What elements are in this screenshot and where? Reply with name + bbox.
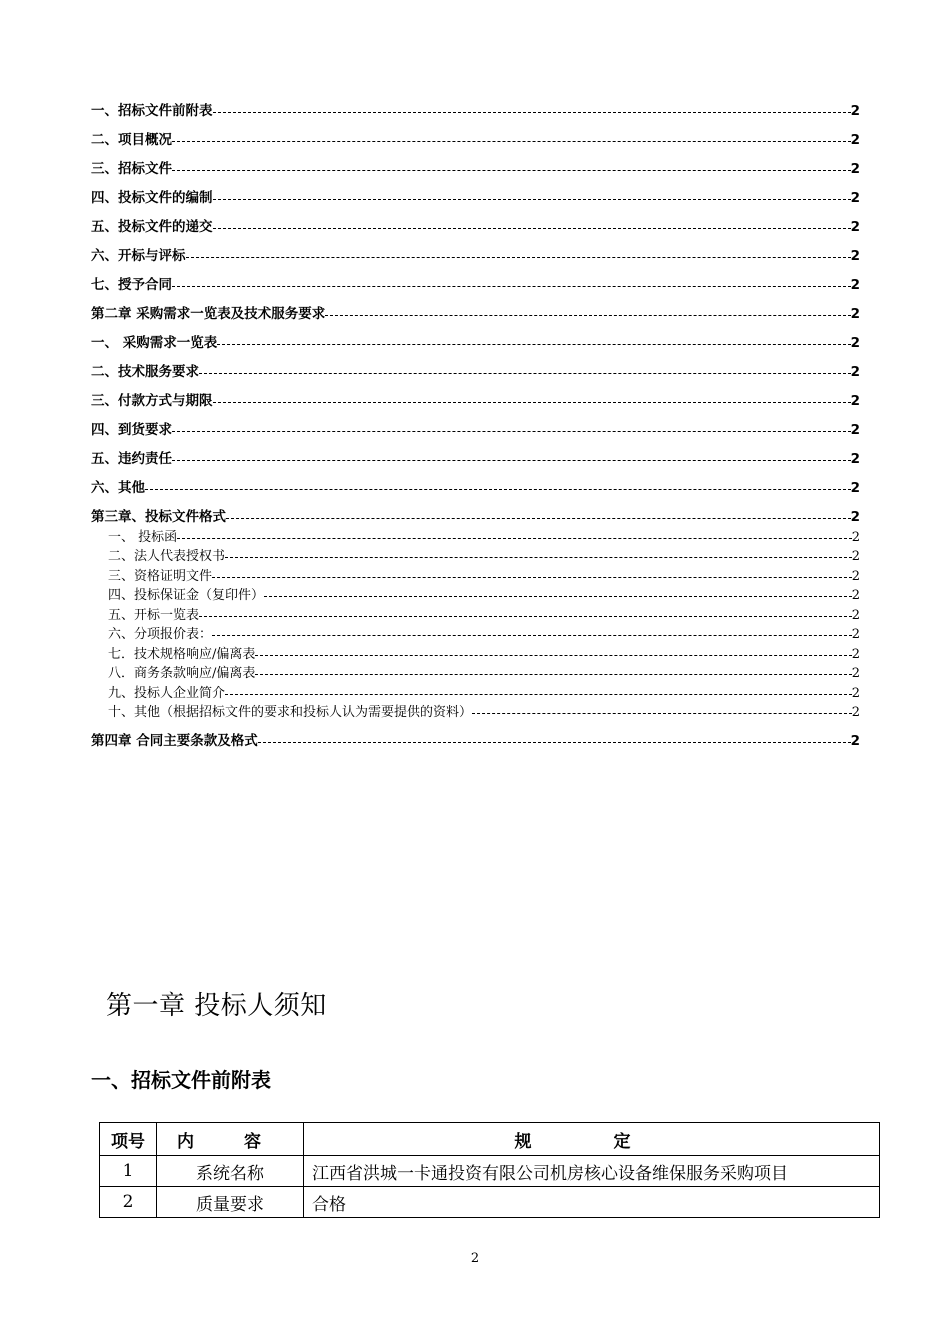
page-number: 2 xyxy=(470,1251,480,1266)
toc-entry[interactable] xyxy=(91,545,860,565)
toc-entry[interactable] xyxy=(91,623,860,643)
toc-entry[interactable] xyxy=(91,525,860,545)
toc-leader-dots xyxy=(213,227,851,229)
table-header-row xyxy=(100,1123,880,1156)
toc-leader-dots xyxy=(199,372,851,374)
toc-entry-title: 三、付款方式与期限 xyxy=(91,393,213,409)
toc-entry-page: 2 xyxy=(850,132,860,148)
toc-leader-dots xyxy=(255,673,851,675)
toc-entry-page: 2 xyxy=(850,733,860,749)
toc-leader-dots xyxy=(213,401,851,403)
toc-leader-dots xyxy=(172,459,851,461)
toc-entry[interactable] xyxy=(91,681,860,701)
toc-entry-title: 八．商务条款响应/偏离表 xyxy=(108,666,256,681)
toc-entry-title: 第四章 合同主要条款及格式 xyxy=(91,733,258,749)
table-cell: 合格 xyxy=(304,1187,880,1218)
toc-entry-title: 三、资格证明文件 xyxy=(108,568,213,584)
toc-entry-title: 一、 投标函 xyxy=(108,529,178,545)
toc-leader-dots xyxy=(217,343,850,345)
toc-entry-page: 2 xyxy=(851,568,860,584)
toc-entry[interactable] xyxy=(91,380,860,409)
toc-entry-title: 第二章 采购需求一览表及技术服务要求 xyxy=(91,306,326,322)
toc-entry-page: 2 xyxy=(850,335,860,351)
toc-leader-dots xyxy=(213,111,851,113)
toc-entry-page: 2 xyxy=(850,248,860,264)
toc-leader-dots xyxy=(172,169,851,171)
toc-leader-dots xyxy=(226,517,851,519)
toc-entry-page: 2 xyxy=(850,480,860,496)
toc-entry[interactable] xyxy=(91,467,860,496)
column-header-provision: 规 定 xyxy=(304,1123,880,1156)
toc-entry[interactable] xyxy=(91,720,860,749)
toc-entry-page: 2 xyxy=(851,666,860,681)
toc-entry[interactable] xyxy=(91,148,860,177)
toc-entry-page: 2 xyxy=(851,588,860,603)
toc-entry[interactable] xyxy=(91,662,860,682)
toc-entry-page: 2 xyxy=(850,451,860,467)
toc-entry-page: 2 xyxy=(850,393,860,409)
toc-leader-dots xyxy=(145,488,851,490)
toc-leader-dots xyxy=(225,693,852,695)
table-cell: 2 xyxy=(100,1187,157,1218)
toc-entry-page: 2 xyxy=(850,422,860,438)
toc-entry-page: 2 xyxy=(850,509,860,525)
table-cell: 系统名称 xyxy=(157,1156,304,1187)
toc-leader-dots xyxy=(472,712,852,714)
toc-leader-dots xyxy=(255,654,851,656)
toc-leader-dots xyxy=(172,140,851,142)
toc-entry-page: 2 xyxy=(850,277,860,293)
front-attachment-table xyxy=(99,1122,880,1218)
column-header-content: 内 容 xyxy=(157,1123,304,1156)
toc-entry-page: 2 xyxy=(851,646,860,662)
chapter-title: 第一章 投标人须知 xyxy=(106,991,327,1021)
toc-entry-title: 第三章、投标文件格式 xyxy=(91,509,226,525)
toc-entry-title: 三、招标文件 xyxy=(91,161,172,177)
toc-entry-title: 一、招标文件前附表 xyxy=(91,103,213,119)
toc-entry[interactable] xyxy=(91,496,860,525)
toc-entry-title: 七．技术规格响应/偏离表 xyxy=(108,646,256,662)
toc-leader-dots xyxy=(212,576,852,578)
toc-entry-title: 五、投标文件的递交 xyxy=(91,219,213,235)
toc-entry-page: 2 xyxy=(851,705,860,720)
toc-entry-page: 2 xyxy=(851,607,860,623)
toc-entry[interactable] xyxy=(91,206,860,235)
toc-entry-title: 五、违约责任 xyxy=(91,451,172,467)
toc-entry-page: 2 xyxy=(850,190,860,206)
table-cell: 1 xyxy=(100,1156,157,1187)
toc-entry[interactable] xyxy=(91,564,860,584)
toc-entry[interactable] xyxy=(91,119,860,148)
toc-entry-title: 二、技术服务要求 xyxy=(91,364,199,380)
toc-entry-page: 2 xyxy=(850,161,860,177)
toc-entry-title: 五、开标一览表 xyxy=(108,607,200,623)
toc-leader-dots xyxy=(325,314,850,316)
toc-leader-dots xyxy=(177,537,852,539)
toc-leader-dots xyxy=(264,595,852,597)
toc-leader-dots xyxy=(199,615,852,617)
toc-entry-title: 四、投标保证金（复印件） xyxy=(108,588,265,603)
section-title: 一、招标文件前附表 xyxy=(91,1068,271,1092)
toc-entry-page: 2 xyxy=(851,529,860,545)
toc-entry-title: 四、到货要求 xyxy=(91,422,172,438)
toc-leader-dots xyxy=(213,198,851,200)
table-of-contents xyxy=(91,90,860,749)
toc-entry-page: 2 xyxy=(851,627,860,642)
toc-entry[interactable] xyxy=(91,409,860,438)
toc-entry[interactable] xyxy=(91,584,860,604)
toc-entry-title: 六、开标与评标 xyxy=(91,248,186,264)
toc-entry-title: 二、法人代表授权书 xyxy=(108,549,226,564)
toc-entry[interactable] xyxy=(91,322,860,351)
toc-leader-dots xyxy=(258,741,851,743)
toc-entry-title: 四、投标文件的编制 xyxy=(91,190,213,206)
toc-entry-title: 七、授予合同 xyxy=(91,277,172,293)
toc-entry[interactable] xyxy=(91,177,860,206)
toc-entry-page: 2 xyxy=(850,103,860,119)
toc-entry-title: 一、 采购需求一览表 xyxy=(91,335,218,351)
toc-entry-title: 九、投标人企业简介 xyxy=(108,685,226,701)
toc-leader-dots xyxy=(186,256,851,258)
toc-leader-dots xyxy=(172,285,851,287)
table-cell: 江西省洪城一卡通投资有限公司机房核心设备维保服务采购项目 xyxy=(304,1156,880,1187)
toc-entry[interactable] xyxy=(91,603,860,623)
toc-entry[interactable] xyxy=(91,293,860,322)
table-cell: 质量要求 xyxy=(157,1187,304,1218)
toc-entry-page: 2 xyxy=(851,685,860,701)
toc-entry-page: 2 xyxy=(850,364,860,380)
toc-entry-page: 2 xyxy=(850,219,860,235)
toc-entry[interactable] xyxy=(91,264,860,293)
toc-entry[interactable] xyxy=(91,235,860,264)
toc-entry-title: 六、分项报价表： xyxy=(108,627,213,642)
table-row xyxy=(100,1156,880,1187)
table-row xyxy=(100,1187,880,1218)
toc-entry[interactable] xyxy=(91,90,860,119)
toc-leader-dots xyxy=(212,634,852,636)
toc-entry-title: 二、项目概况 xyxy=(91,132,172,148)
column-header-item-no: 项号 xyxy=(100,1123,157,1156)
toc-entry[interactable] xyxy=(91,701,860,721)
toc-leader-dots xyxy=(225,556,852,558)
toc-entry[interactable] xyxy=(91,438,860,467)
toc-entry[interactable] xyxy=(91,642,860,662)
toc-leader-dots xyxy=(172,430,851,432)
toc-entry[interactable] xyxy=(91,351,860,380)
toc-entry-title: 六、其他 xyxy=(91,480,145,496)
toc-entry-page: 2 xyxy=(850,306,860,322)
toc-entry-page: 2 xyxy=(851,549,860,564)
toc-entry-title: 十、其他（根据招标文件的要求和投标人认为需要提供的资料） xyxy=(108,705,473,720)
